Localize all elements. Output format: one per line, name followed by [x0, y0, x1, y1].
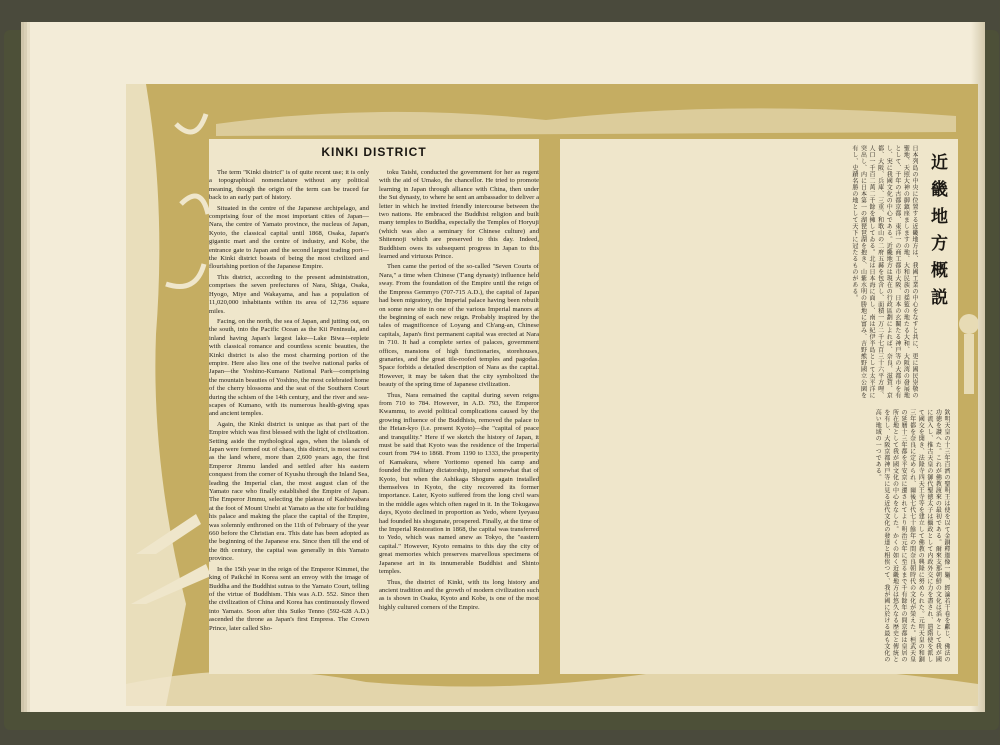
japanese-text-panel	[560, 139, 958, 674]
illustrated-frame	[126, 84, 978, 706]
english-column-1	[209, 169, 369, 669]
japanese-text-upper: 日本列島の中央に位置する近畿地方は、我國工業の中心をなすと共に、更に國民崇敬の聖地、天照大神の御鎮座ましますの地、大和民族の揺籃の地たる大和、大阪湾の發展地として、千年の古都京都、東洋一の商工都市大阪、日本の玄關たる神戸等の大都市を有し、実に我國文化の中心である。近畿地方は現在の行政區劃によれば、奈良、滋賀、京都、大阪、兵庫、三重、和歌山の二府五縣を包含し、面積一万二千七百三十六平方哩、人口一千百二萬二千餘を擁してゐる。北は日本海に面し、南は紀伊半島として太平洋に突出し、内に日本第一の湖琵琶湖を抱き、山紫水明の勝地に富み、吉野熊野國立公園を有し、史蹟名勝の地として天下に冠たるものがある。	[850, 145, 918, 399]
paragraph: In the 15th year in the reign of the Emperor Kimmei, the king of Paikché in Korea sent an envoy with the image of Buddha and the Buddhist sutras to the Yamato Court, telling of the virtue of Buddhism. This was A.D. 552. Since then the civilization of China and Korea has continuously flowed into Yamato. Soon after this Suiko Tenno (592-628 A.D.) ascended the throne as Japan's first Empress. The Crown Prince, later called Sho-	[209, 565, 369, 632]
paragraph: Facing, on the north, the sea of Japan, and jutting out, on the south, into the Pacific Ocean as the Kii Peninsula, and inland having Japan's largest lake—Lake Biwa—replete with classical romance and countless scenic beauties, the Kinki district is also the most charming portion of the empire. Here also lies one of the twelve national parks of Japan—the Yoshino-Kumano National Park—comprising the mountain beauties of Yoshino, the most celebrated home of the cherry blossoms and the seat of the Southern Court during the schism of the 14th century, and the river and sea-scapes of Kumano, with its numerous health-giving spas and ancient temples.	[209, 317, 369, 418]
english-column-2	[379, 169, 539, 669]
japanese-title: 近畿地方概説	[927, 153, 947, 315]
paragraph: This district, according to the present administration, comprises the seven prefectures of Nara, Shiga, Osaka, Hyogo, Miye and Wakayama, and has a population of 11,020,000 inhabitants within its area of 12,736 square miles.	[209, 273, 369, 315]
paragraph: Thus, the district of Kinki, with its long history and ancient tradition and the growth of modern civilization such as is shown in Osaka, Kyoto and Kobe, is one of the most highly cultured corners of the Empire.	[379, 578, 539, 611]
paragraph: toku Taishi, conducted the government for her as regent with the aid of Umako, the chancellor. He tried to promote learning in Japan through alliance with China, then under the Sui dynasty, to where he sent an ambassador to deliver a letter in which he invited friendly intercourse between the two nations. He embraced the Buddhist religion and built many temples to Buddha, especially the Temples of Horyuji (which was also a seminary for Chinese culture) and Shitennoji which are preserved to this day. Indeed, Buddhism owes its subsequent progress in Japan to this learned and virtuous Prince.	[379, 169, 539, 261]
english-columns	[209, 169, 539, 669]
paragraph: Again, the Kinki district is unique as that part of the Empire which was first blessed with the light of civilization. Setting aside the mythological ages, when the islands of Japan were formed out of chaos, this district, is most sacred as the land where, more than 2,600 years ago, the first Emperor Jimmu landed and settled after his eastern conquest from the corner of Kyushu through the Inland Sea, leading the Imperial clan, the most august clan of the Yamato race who finally established the Empire of Japan. The Emperor Jimmu, selecting the plateau of Kashiwabara at the foot of Mount Unebi at Yamato as the site for building his palace and making the place the capital of the Empire, was solemnly enthroned on the 11th of February of the year 660 before the Christian era. This date has been adopted as the beginning of the Japanese era. Since then till the end of the 8th century, the capital was generally in this Yamato province.	[209, 420, 369, 563]
paragraph: Thus, Nara remained the capital during seven reigns from 710 to 784. However, in A.D. 793, the Emperor Kwammu, to avoid political complications caused by the growing influence of the Buddhists, removed the palace to the Heian-kyo (i.e. present Kyoto)—the "capital of peace and tranquility." Here if we sketch the history of Japan, it must be said that Kyoto was the residence of the Imperial court from 794 to 1868. From 1190 to 1333, the prosperity of Kamakura, where Yoritomo opened his camp and founded the military dictatorship, injured somewhat that of Kyoto, but when the Ashikaga Shoguns again installed themselves in Kyoto, the city recovered its former importance. Later, Kyoto suffered from the long civil wars in the middle ages which often raged in it. In the Tokugawa days, Kyoto declined in proportion as Yedo, where Iyeyasu had founded his shogunate, prospered. Finally, at the time of the Imperial Restoration in 1868, the capital was transferred to Yedo, which was named anew as Tokyo, the "eastern capital." However, Kyoto remains to this day the city of great memories which preserves marvellous specimens of Japanese art in its innumerable Buddhist and Shinto temples.	[379, 391, 539, 576]
paragraph: Situated in the centre of the Japanese archipelago, and comprising four of the most important cities of Japan—Nara, the centre of Yamato province, the nucleus of Japan, Kyoto, the classical capital until 1868, Osaka, Japan's gigantic mart and the centre of industry, and Kobe, the entrance gate to Japan and the second largest trading port—the Kinki district boasts of being the most civilized and flourishing portion of the Japanese Empire.	[209, 204, 369, 271]
book-page	[30, 22, 985, 712]
japanese-text-lower: 欽明天皇の十三年百濟の聖明王は使を以て金銅釋迦像一軀、經論若干卷を獻じ、佛法の功徳を讃へた。これが佛教渡來の最初である。爾來支那朝鮮の文化は滔々として我が國に流入し、推古天皇の御代聖徳太子は攝政として内政外交に力を盡され、遣隋使を派して國交を開き、法隆寺四天王寺等を建立して佛教の興隆に努められた。元明天皇の和銅三年都を奈良に定められ、爾後七代七十餘年の間奈良朝時代の文化が榮えた。桓武天皇の延暦十三年都を平安京に遷されてより明治元年に至るまで千有餘年の間京都は皇居の所在地として我が國文化の中心をなした。かくの如く近畿地方は悠久なる歴史と傳統とを有し、大阪京都神戸等に見る近代文化の發達と相俟つて、我が國に於ける最も文化の高い地域の一つである。	[874, 409, 950, 663]
english-text-panel	[209, 139, 539, 674]
paragraph: The term "Kinki district" is of quite recent use; it is only a topographical nomenclature without any political meaning, though the origin of the term can be traced far back to an early part of history.	[209, 169, 369, 202]
paragraph: Then came the period of the so-called "Seven Courts of Nara," a time when Chinese (T'ang dynasty) influence held sway. From the foundation of the Empire until the reign of the Empress Gemmyo (707-715 A.D.), the capital of Japan had been migratory, the Imperial palace having been rebuilt on some new site in one of the various Imperial manors at the beginning of each new reign. Probably inspired by the tales of magnificence of Loyang and Ch'ang-an, Chinese capitals, Japan's first permanent capital was erected at Nara in 710. It had a complete series of palaces, government offices, mansions of high functionaries, storehouses, granaries, and the great tile-roofed temples and pagodas. Space forbids a detailed description of Nara as the capital. However, it may be taken that the city symbolized the beauty of the spring time of Japanese civilization.	[379, 263, 539, 389]
english-title: KINKI DISTRICT	[321, 145, 427, 159]
